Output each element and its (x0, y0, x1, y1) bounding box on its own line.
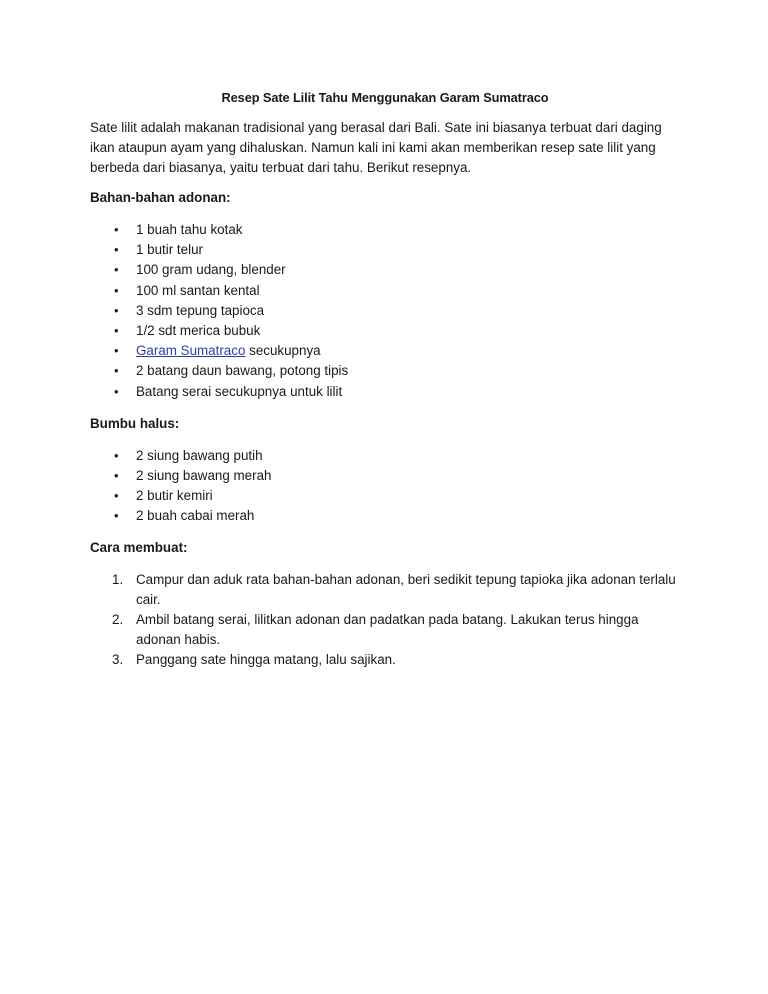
bahan-item-text: 3 sdm tepung tapioca (136, 302, 265, 318)
bumbu-heading: Bumbu halus: (90, 415, 180, 431)
bumbu-list (90, 446, 680, 527)
bahan-item-text: secukupnya (245, 343, 321, 359)
bumbu-item-text: 2 buah cabai merah (136, 508, 255, 524)
cara-step (90, 650, 682, 670)
bullet-icon: • (114, 222, 119, 237)
bahan-item (90, 260, 680, 280)
bullet-icon: • (114, 488, 119, 504)
bullet-icon: • (114, 447, 119, 463)
bullet-icon: • (114, 363, 119, 379)
garam-sumatraco-link[interactable]: Garam Sumatraco (136, 343, 246, 359)
bahan-item (90, 281, 680, 301)
bahan-list (90, 220, 680, 402)
cara-list (90, 570, 680, 670)
bumbu-item (90, 506, 680, 526)
bahan-item (90, 301, 680, 321)
bahan-item (90, 382, 680, 402)
step-text: Panggang sate hingga matang, lalu sajikan. (136, 652, 396, 668)
bahan-item-text: 2 batang daun bawang, potong tipis (136, 363, 349, 379)
bahan-item (90, 341, 680, 361)
bahan-item-text: 1 buah tahu kotak (136, 222, 243, 237)
bahan-item-text: 100 gram udang, blender (136, 262, 286, 278)
intro-paragraph: Sate lilit adalah makanan tradisional yang berasal dari Bali. Sate ini biasanya terbuat dari daging ikan ataupun ayam yang dihaluskan. Namun kali ini kami akan memberikan resep sate lilit yang berbeda dari biasanya, yaitu terbuat dari tahu. Berikut resepnya. (90, 120, 662, 175)
bahan-item (90, 220, 680, 240)
bumbu-item (90, 466, 680, 486)
cara-step (90, 570, 682, 610)
bahan-item (90, 321, 680, 341)
cara-heading: Cara membuat: (90, 540, 188, 556)
bullet-icon: • (114, 322, 119, 338)
step-number: 1. (112, 572, 124, 588)
document-title: Resep Sate Lilit Tahu Menggunakan Garam Sumatraco (221, 90, 549, 105)
bahan-item (90, 361, 680, 381)
step-number: 2. (112, 612, 124, 628)
step-number: 3. (112, 652, 124, 668)
bullet-icon: • (114, 343, 119, 359)
bullet-icon: • (114, 467, 119, 483)
bumbu-item-text: 2 siung bawang merah (136, 467, 272, 483)
bahan-heading: Bahan-bahan adonan: (90, 190, 231, 205)
bahan-item-text: 100 ml santan kental (136, 282, 260, 298)
bullet-icon: • (114, 508, 119, 524)
bullet-icon: • (114, 383, 119, 399)
bullet-icon: • (114, 242, 119, 258)
bahan-item-text: 1 butir telur (136, 242, 203, 258)
bahan-item-text: Batang serai secukupnya untuk lilit (136, 383, 343, 399)
bumbu-item-text: 2 siung bawang putih (136, 447, 263, 463)
bullet-icon: • (114, 282, 119, 298)
bumbu-item (90, 446, 680, 466)
bullet-icon: • (114, 262, 119, 278)
bullet-icon: • (114, 302, 119, 318)
bahan-item-text: 1/2 sdt merica bubuk (136, 322, 261, 338)
bumbu-item (90, 486, 680, 506)
bumbu-item-text: 2 butir kemiri (136, 488, 213, 504)
cara-step (90, 610, 682, 650)
step-text: Ambil batang serai, lilitkan adonan dan padatkan pada batang. Lakukan terus hingga adonan habis. (136, 612, 639, 648)
step-text: Campur dan aduk rata bahan-bahan adonan, beri sedikit tepung tapioka jika adonan terlalu cair. (136, 572, 676, 608)
bahan-item (90, 240, 680, 260)
